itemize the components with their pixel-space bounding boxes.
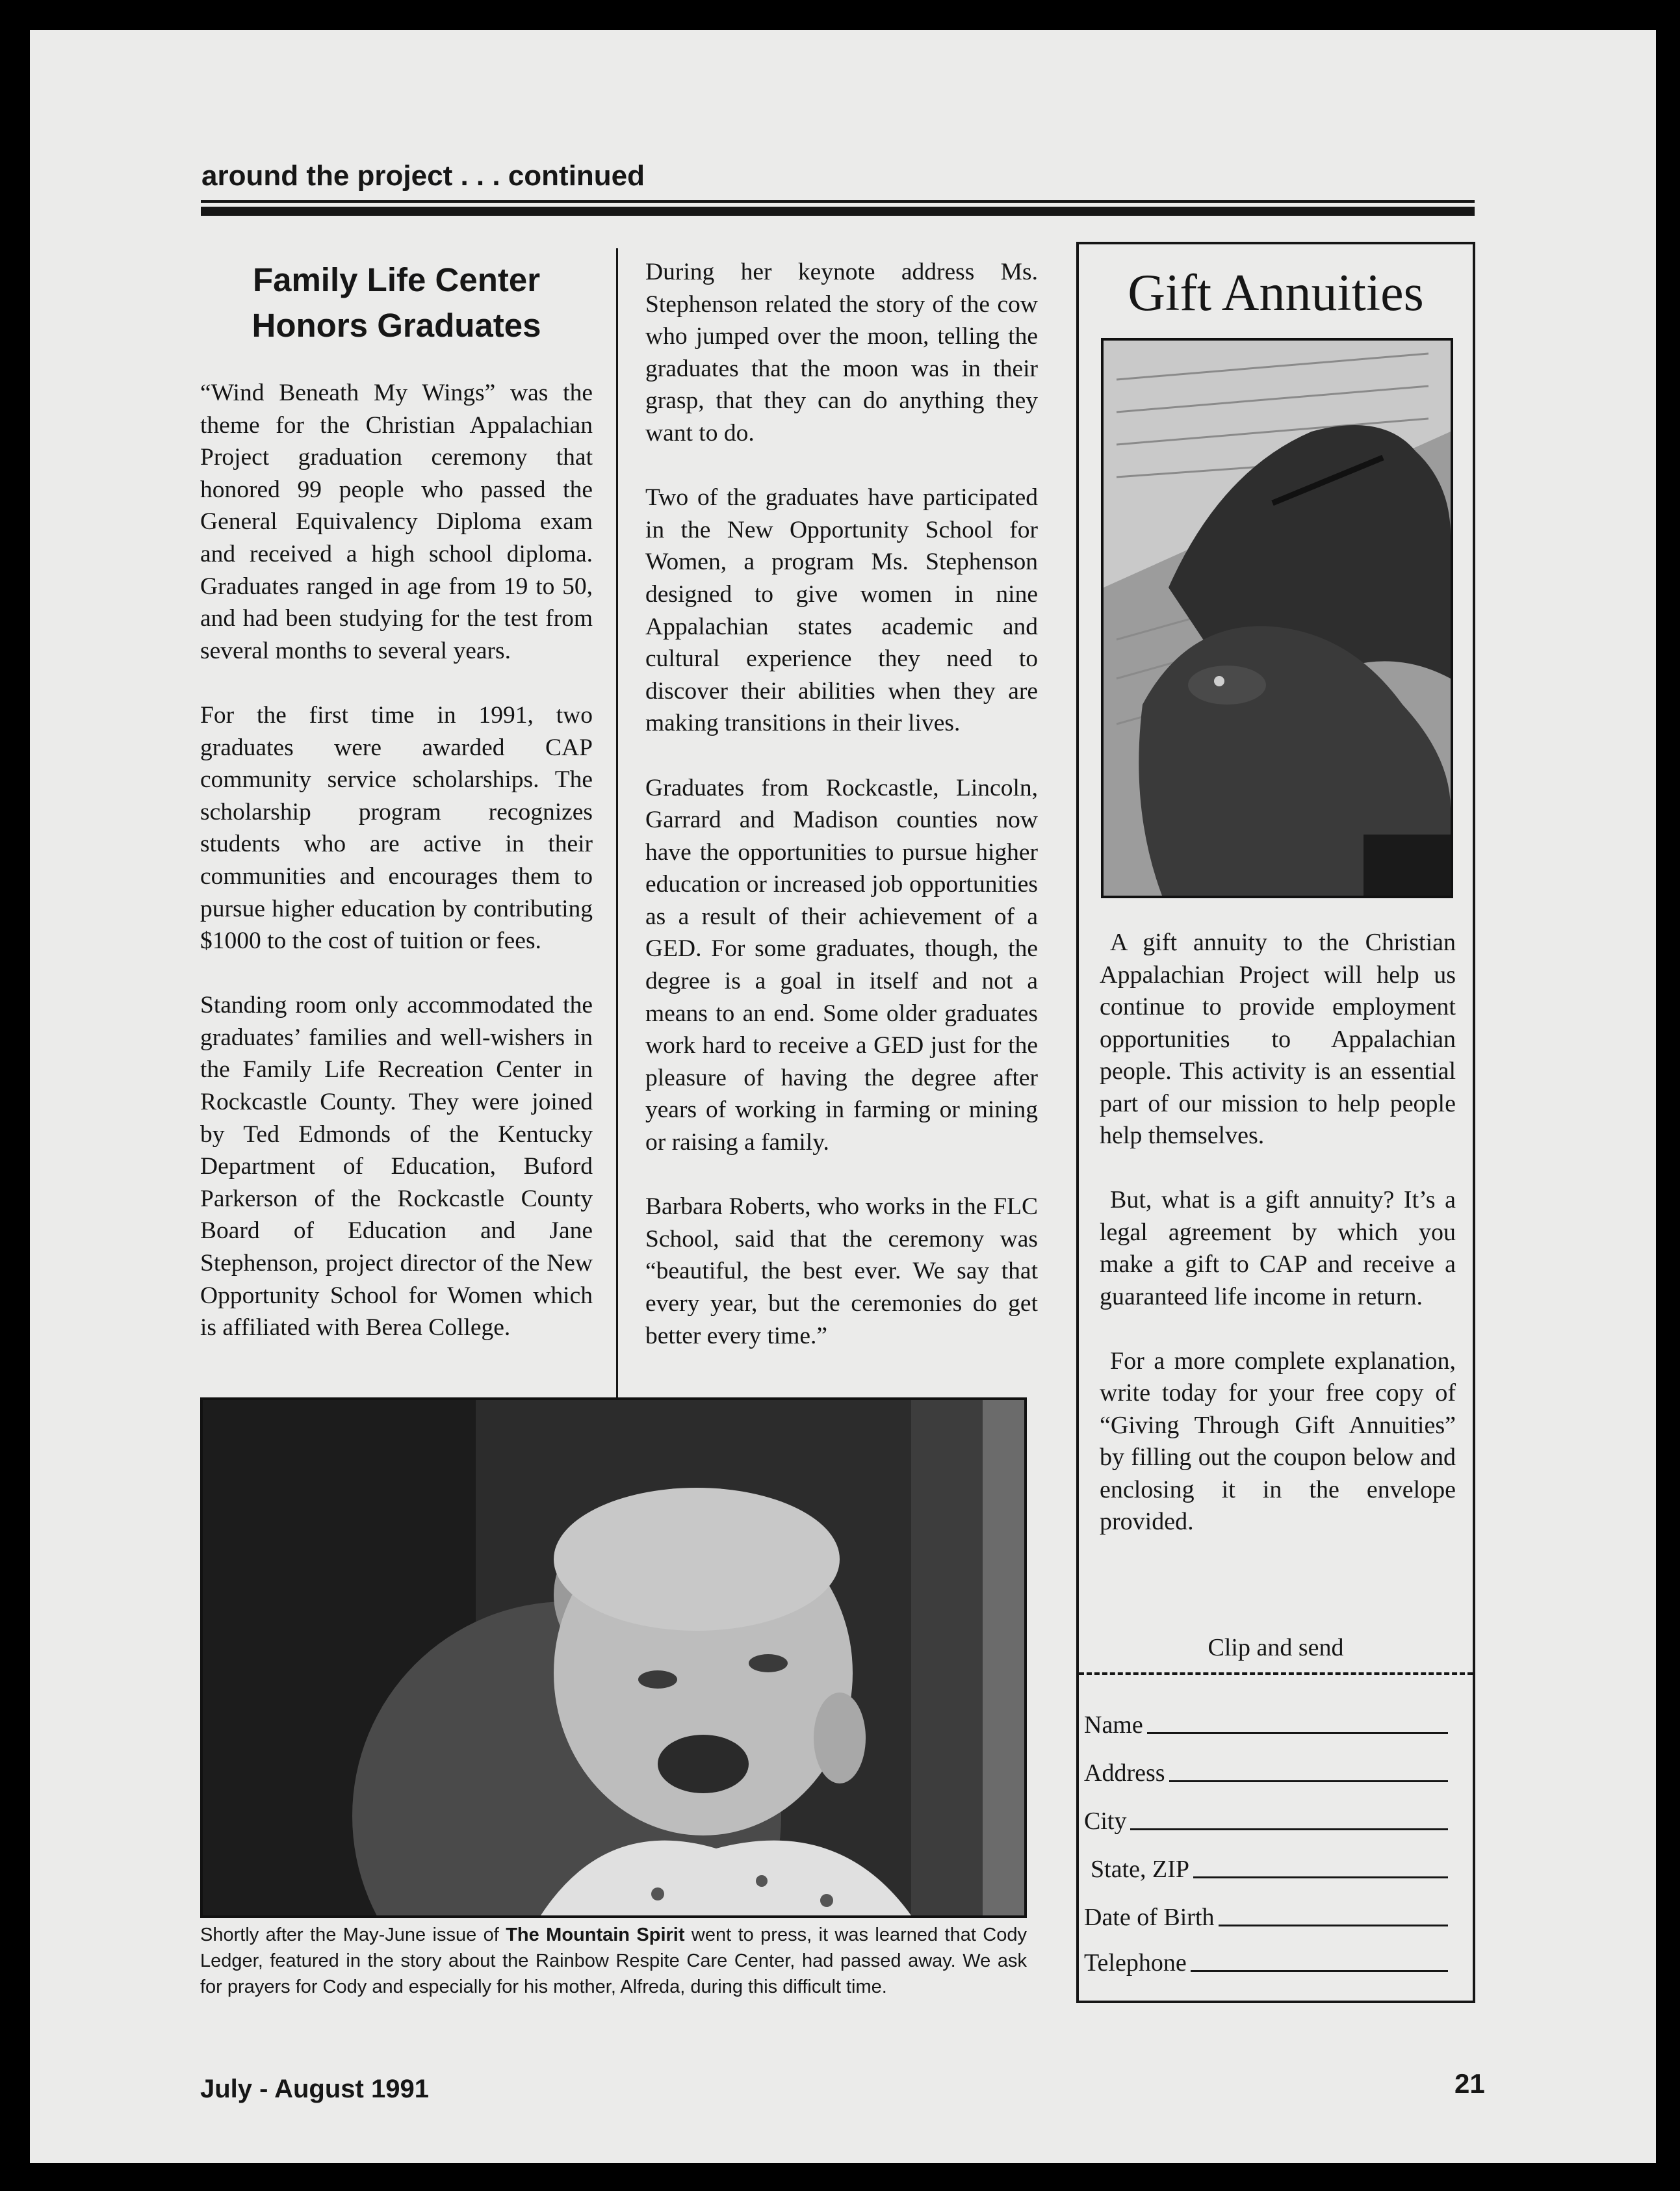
- article-paragraph: Barbara Roberts, who works in the FLC School, said that the ceremony was “beautiful, the best ever. We say that every year, but the ceremonies do get better every time.”: [645, 1193, 1038, 1349]
- clip-and-send-label: Clip and send: [1208, 1634, 1344, 1661]
- article-paragraph: Standing room only accommodated the graduates’ families and well-wishers in the Family Life Recreation Center in Rockcastle County. They were joined by Ted Edmonds of the Kentucky Department of Education, Buford Parkerson of the Rockcastle County Board of Education and Jane Stephenson, project director of the New Opportunity School for Women which is affiliated with Berea College.: [200, 992, 593, 1342]
- form-label-state-zip: State, ZIP: [1091, 1856, 1189, 1883]
- form-label-city: City: [1084, 1808, 1127, 1835]
- page-number: 21: [1454, 2068, 1485, 2099]
- article-paragraph: During her keynote address Ms. Stephenson related the story of the cow who jumped over the moon, telling the graduates that the moon was in their grasp, that they can do anything they want to do.: [645, 259, 1038, 447]
- form-row-telephone[interactable]: [1084, 1943, 1448, 1977]
- coupon-cut-line: [1079, 1672, 1473, 1675]
- photo-caption: [200, 1922, 1027, 2000]
- telephone-field[interactable]: [1191, 1970, 1448, 1972]
- article-paragraph: For the first time in 1991, two graduates were awarded CAP community service scholarships. The scholarship program recognizes students who are active in their communities and encourages them to pursue higher education by contributing $1000 to the cost of tuition or fees.: [200, 701, 593, 955]
- hands-signing-photo: [1101, 338, 1453, 898]
- magazine-page: [30, 30, 1656, 2163]
- hands-signing-illustration: [1104, 341, 1451, 896]
- date-of-birth-field[interactable]: [1219, 1925, 1448, 1926]
- caption-text: Shortly after the May-June issue of: [200, 1925, 506, 1945]
- article-column-1: [200, 377, 593, 1376]
- article-paragraph: “Wind Beneath My Wings” was the theme for the Christian Appalachian Project graduation ceremony that honored 99 people who passed the General Equivalency Diploma exam and received a high school diploma. Graduates ranged in age from 19 to 50, and had been studying for the test from several months to several years.: [200, 380, 593, 664]
- header-rule-thick: [201, 207, 1475, 216]
- child-photo: [200, 1397, 1027, 1918]
- caption-text: went to press, it was learned that Cody Ledger, featured in the story about the Rainbow Respite Care Center, had passed away. We ask for prayers for Cody and especially for his mother, Alfreda, during this difficult time.: [200, 1925, 1027, 1997]
- form-label-name: Name: [1084, 1711, 1143, 1739]
- sidebar-paragraph: But, what is a gift annuity? It’s a legal agreement by which you make a gift to CAP and receive a guaranteed life income in return.: [1100, 1186, 1456, 1310]
- child-photo-illustration: [203, 1400, 1024, 1915]
- article-paragraph: Graduates from Rockcastle, Lincoln, Garrard and Madison counties now have the opportunities to pursue higher education or increased job opportunities as a result of their achievement of a GED. For some graduates, though, the degree is a goal in itself and not a means to an end. Some older graduates work hard to receive a GED just for the pleasure of having the degree after years of working in farming or mining or raising a family.: [645, 774, 1038, 1156]
- gift-annuities-sidebar: [1076, 242, 1475, 2003]
- address-field[interactable]: [1169, 1780, 1448, 1782]
- form-row-state-zip[interactable]: [1091, 1847, 1448, 1884]
- city-field[interactable]: [1130, 1828, 1448, 1830]
- article-paragraph: Two of the graduates have participated in the New Opportunity School for Women, a program Ms. Stephenson designed to give women in nine Appalachian states academic and cultural experience they need to discover their abilities when they are making transitions in their lives.: [645, 484, 1038, 737]
- state-zip-field[interactable]: [1193, 1876, 1448, 1878]
- form-row-date-of-birth[interactable]: [1084, 1895, 1448, 1932]
- caption-publication: The Mountain Spirit: [506, 1925, 685, 1945]
- form-label-address: Address: [1084, 1759, 1165, 1787]
- article-headline: Family Life Center Honors Graduates: [252, 261, 541, 344]
- sidebar-paragraph: For a more complete explanation, write today for your free copy of “Giving Through Gift Annuities” by filling out the coupon below and enclosing it in the envelope provided.: [1100, 1347, 1456, 1535]
- issue-date: July - August 1991: [200, 2075, 429, 2103]
- sidebar-title: Gift Annuities: [1128, 265, 1424, 322]
- article-column-2: [645, 256, 1038, 1384]
- running-head: around the project . . . continued: [201, 160, 645, 192]
- sidebar-body: [1100, 927, 1456, 1570]
- form-row-name[interactable]: [1084, 1703, 1448, 1739]
- sidebar-paragraph: A gift annuity to the Christian Appalachian Project will help us continue to provide employment opportunities to Appalachian people. This activity is an essential part of our mission to help people help themselves.: [1100, 929, 1456, 1149]
- name-field[interactable]: [1147, 1732, 1448, 1734]
- form-row-address[interactable]: [1084, 1751, 1448, 1787]
- form-label-telephone: Telephone: [1084, 1949, 1187, 1977]
- form-label-date-of-birth: Date of Birth: [1084, 1904, 1215, 1931]
- form-row-city[interactable]: [1084, 1799, 1448, 1835]
- header-rule-thin: [201, 200, 1475, 203]
- column-divider: [616, 248, 618, 1416]
